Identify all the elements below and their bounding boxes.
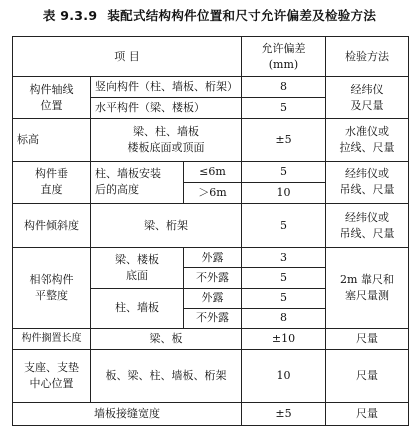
table-row: [13, 204, 409, 248]
verticality-item-line1: 柱、墙板安装: [95, 167, 161, 181]
header-tolerance: [242, 37, 326, 77]
support-value: 10: [242, 349, 326, 402]
verticality-item-line2: 后的高度: [95, 183, 139, 197]
axis-label: [13, 77, 91, 119]
verticality-method: [326, 161, 409, 203]
elevation-item-line2: 楼板底面或顶面: [127, 141, 205, 155]
flatness-label-line1: 相邻构件: [29, 273, 74, 287]
flatness-method-line1: 2m 靠尺和: [340, 273, 394, 287]
table-title: [0, 6, 419, 24]
verticality-cond-high: ＞6m: [184, 182, 242, 203]
table-row: [13, 161, 409, 182]
flatness-unexposed-1: 不外露: [184, 268, 242, 288]
axis-vertical-value: 8: [242, 77, 326, 98]
verticality-label-line1: 构件垂: [35, 167, 68, 181]
verticality-method-line1: 经纬仪或: [345, 167, 389, 181]
bearing-length-label: 构件搁置长度: [13, 328, 91, 349]
support-label-line2: 中心位置: [29, 376, 74, 390]
flatness-group-beam-line2: 底面: [126, 268, 148, 282]
elevation-item: [91, 119, 242, 161]
table-caption: 装配式结构构件位置和尺寸允许偏差及检验方法: [107, 8, 377, 23]
axis-horizontal-value: 5: [242, 98, 326, 119]
inclination-item: 梁、桁架: [91, 204, 242, 248]
table-row: [13, 402, 409, 425]
verticality-cond-low: ≤6m: [184, 161, 242, 182]
verticality-value-low: 5: [242, 161, 326, 182]
inclination-method-line2: 吊线、尺量: [339, 226, 395, 240]
inclination-method-line1: 经纬仪或: [345, 210, 389, 224]
flatness-unexposed-2: 不外露: [184, 308, 242, 328]
bearing-length-method: 尺量: [326, 328, 409, 349]
inclination-value: 5: [242, 204, 326, 248]
header-method: 检验方法: [326, 37, 409, 77]
inclination-label: 构件倾斜度: [13, 204, 91, 248]
table-row: [13, 77, 409, 98]
elevation-value: ±5: [242, 119, 326, 161]
flatness-label: [13, 248, 91, 328]
flatness-unexposed-value-1: 5: [242, 268, 326, 288]
elevation-label: 标高: [13, 119, 91, 161]
flatness-group-beam-line1: 梁、楼板: [115, 253, 159, 267]
flatness-exposed-2: 外露: [184, 288, 242, 308]
elevation-method: [326, 119, 409, 161]
flatness-method-line2: 塞尺量测: [345, 289, 389, 303]
support-item: 板、梁、柱、墙板、桁架: [91, 349, 242, 402]
axis-horizontal-item: 水平构件（梁、楼板）: [91, 98, 242, 119]
table-row: [13, 349, 409, 402]
verticality-method-line2: 吊线、尺量: [339, 183, 395, 197]
joint-width-method: 尺量: [326, 402, 409, 425]
table-row: [13, 328, 409, 349]
verticality-item: [91, 161, 184, 203]
tolerance-table: [12, 36, 409, 426]
axis-method-line1: 经纬仪: [350, 82, 384, 96]
joint-width-label: 墙板接缝宽度: [13, 402, 242, 425]
flatness-method: [326, 248, 409, 328]
elevation-method-line1: 水准仪或: [345, 125, 389, 139]
elevation-item-line1: 梁、柱、墙板: [133, 125, 199, 139]
flatness-exposed-value-2: 5: [242, 288, 326, 308]
table-row: [13, 248, 409, 268]
header-row: [13, 37, 409, 77]
joint-width-value: ±5: [242, 402, 326, 425]
axis-method-line2: 及尺量: [350, 98, 384, 112]
support-label: [13, 349, 91, 402]
header-item: 项 目: [13, 37, 242, 77]
table-row: [13, 119, 409, 161]
verticality-label: [13, 161, 91, 203]
flatness-exposed-value-1: 3: [242, 248, 326, 268]
axis-label-line2: 位置: [40, 98, 63, 112]
header-tolerance-label: 允许偏差: [261, 41, 306, 55]
bearing-length-value: ±10: [242, 328, 326, 349]
support-label-line1: 支座、支垫: [24, 360, 79, 374]
header-tolerance-unit: (mm): [268, 57, 299, 71]
flatness-group-column: 柱、墙板: [91, 288, 184, 328]
axis-label-line1: 构件轴线: [29, 82, 74, 96]
inclination-method: [326, 204, 409, 248]
axis-method: [326, 77, 409, 119]
flatness-unexposed-value-2: 8: [242, 308, 326, 328]
elevation-method-line2: 拉线、尺量: [339, 141, 395, 155]
table-number: 表 9.3.9: [42, 8, 98, 23]
verticality-value-high: 10: [242, 182, 326, 203]
flatness-exposed-1: 外露: [184, 248, 242, 268]
bearing-length-item: 梁、板: [91, 328, 242, 349]
flatness-group-beam: [91, 248, 184, 288]
support-method: 尺量: [326, 349, 409, 402]
flatness-label-line2: 平整度: [35, 289, 68, 303]
axis-vertical-item: 竖向构件（柱、墙板、桁架）: [91, 77, 242, 98]
verticality-label-line2: 直度: [40, 183, 63, 197]
